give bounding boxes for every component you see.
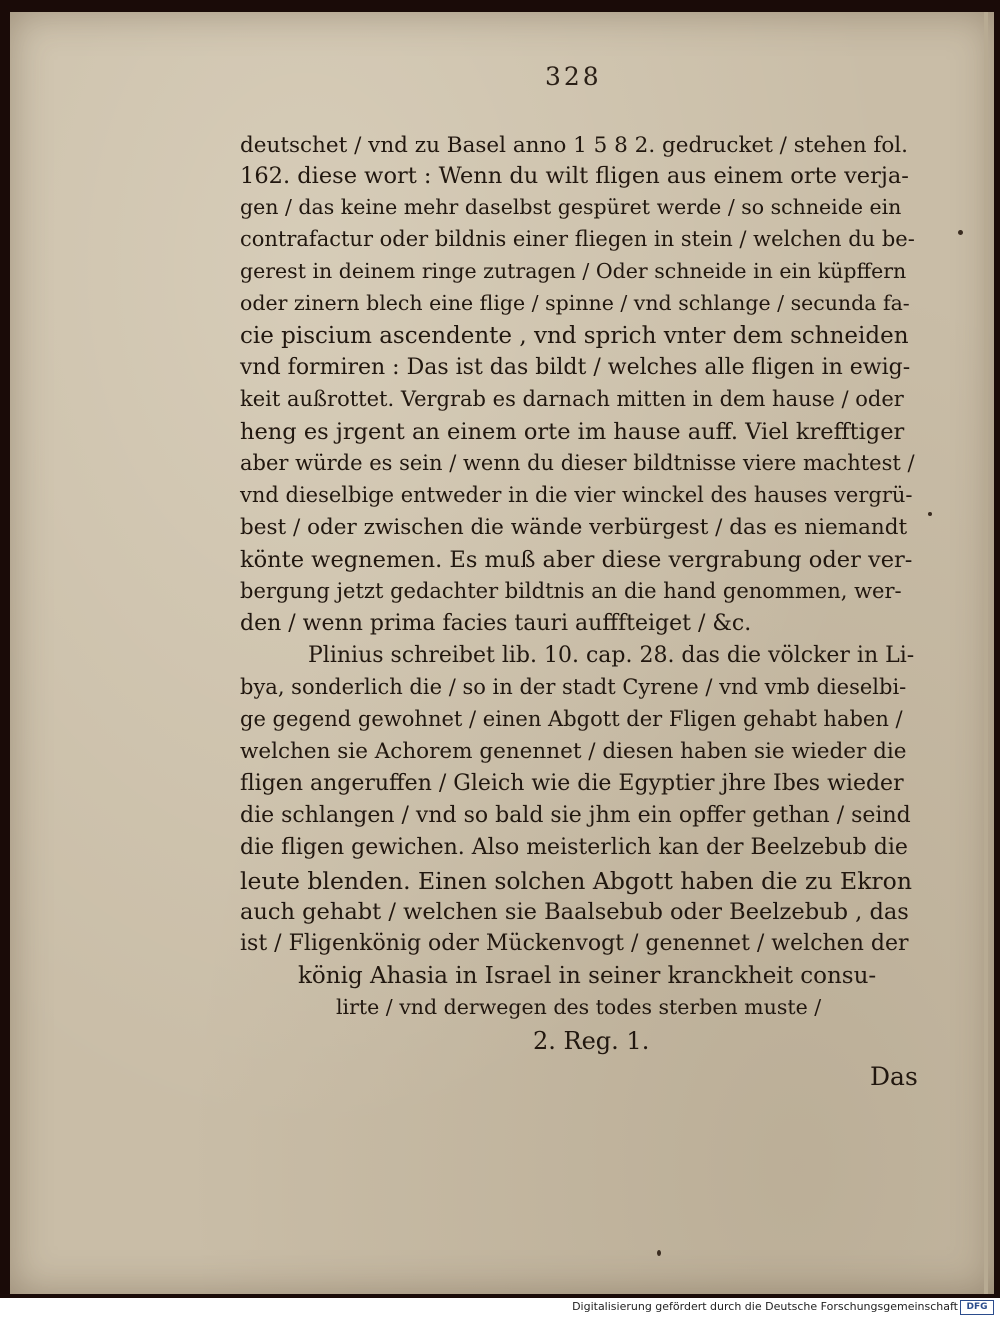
text-line: 162. diese wort : Wenn du wilt fligen aus einem orte verja- bbox=[240, 163, 909, 189]
text-line: vnd dieselbige entweder in die vier winckel des hauses vergrü- bbox=[240, 483, 913, 507]
text-line: lirte / vnd derwegen des todes sterben muste / bbox=[336, 995, 822, 1019]
text-line: bergung jetzt gedachter bildtnis an die hand genommen, wer- bbox=[240, 579, 902, 603]
catchword: Das bbox=[870, 1062, 918, 1091]
ink-spot bbox=[657, 1250, 661, 1256]
text-line: heng es jrgent an einem orte im hause auff. Viel krefftiger bbox=[240, 419, 905, 445]
text-line: contrafactur oder bildnis einer fliegen in stein / welchen du be- bbox=[240, 227, 915, 251]
text-line: gerest in deinem ringe zutragen / Oder schneide in ein küpffern bbox=[240, 259, 907, 283]
text-line: gen / das keine mehr daselbst gespüret werde / so schneide ein bbox=[240, 195, 902, 219]
ink-spot bbox=[928, 512, 932, 516]
text-line: keit außrottet. Vergrab es darnach mitten in dem hause / oder bbox=[240, 387, 904, 411]
text-line: leute blenden. Einen solchen Abgott haben die zu Ekron bbox=[240, 867, 912, 895]
text-line: ge gegend gewohnet / einen Abgott der Fligen gehabt haben / bbox=[240, 707, 903, 731]
text-line: best / oder zwischen die wände verbürgest / das es niemandt bbox=[240, 515, 908, 540]
text-line: oder zinern blech eine flige / spinne / vnd schlange / secunda fa- bbox=[240, 291, 910, 315]
text-line: bya, sonderlich die / so in der stadt Cyrene / vnd vmb dieselbi- bbox=[240, 675, 907, 699]
text-line: die schlangen / vnd so bald sie jhm ein opffer gethan / seind bbox=[240, 803, 911, 828]
text-line: ist / Fligenkönig oder Mückenvogt / genennet / welchen der bbox=[240, 931, 909, 956]
text-line: die fligen gewichen. Also meisterlich kan der Beelzebub die bbox=[240, 835, 908, 860]
text-line: den / wenn prima facies tauri aufffteiget / &c. bbox=[240, 611, 752, 636]
text-line: cie piscium ascendente , vnd sprich vnter dem schneiden bbox=[240, 323, 909, 349]
text-line: auch gehabt / welchen sie Baalsebub oder Beelzebub , das bbox=[240, 899, 909, 925]
ink-spot bbox=[958, 230, 963, 235]
text-line: 2. Reg. 1. bbox=[533, 1027, 650, 1055]
dfg-logo: DFG bbox=[960, 1300, 994, 1315]
text-line: welchen sie Achorem genennet / diesen haben sie wieder die bbox=[240, 739, 907, 764]
page-number: 328 bbox=[545, 62, 602, 91]
page-edge bbox=[984, 12, 988, 1294]
text-line: könig Ahasia in Israel in seiner kranckheit consu- bbox=[298, 963, 877, 989]
text-line: könte wegnemen. Es muß aber diese vergrabung oder ver- bbox=[240, 547, 913, 573]
text-line: vnd formiren : Das ist das bildt / welches alle fligen in ewig- bbox=[240, 355, 911, 380]
footer-bar bbox=[0, 1298, 1000, 1317]
funding-credit: Digitalisierung gefördert durch die Deutsche Forschungsgemeinschaft bbox=[572, 1300, 958, 1313]
text-line: deutschet / vnd zu Basel anno 1 5 8 2. gedrucket / stehen fol. bbox=[240, 133, 909, 158]
text-line: fligen angeruffen / Gleich wie die Egyptier jhre Ibes wieder bbox=[240, 771, 904, 796]
text-line: Plinius schreibet lib. 10. cap. 28. das die völcker in Li- bbox=[308, 643, 915, 668]
text-line: aber würde es sein / wenn du dieser bildtnisse viere machtest / bbox=[240, 451, 915, 475]
